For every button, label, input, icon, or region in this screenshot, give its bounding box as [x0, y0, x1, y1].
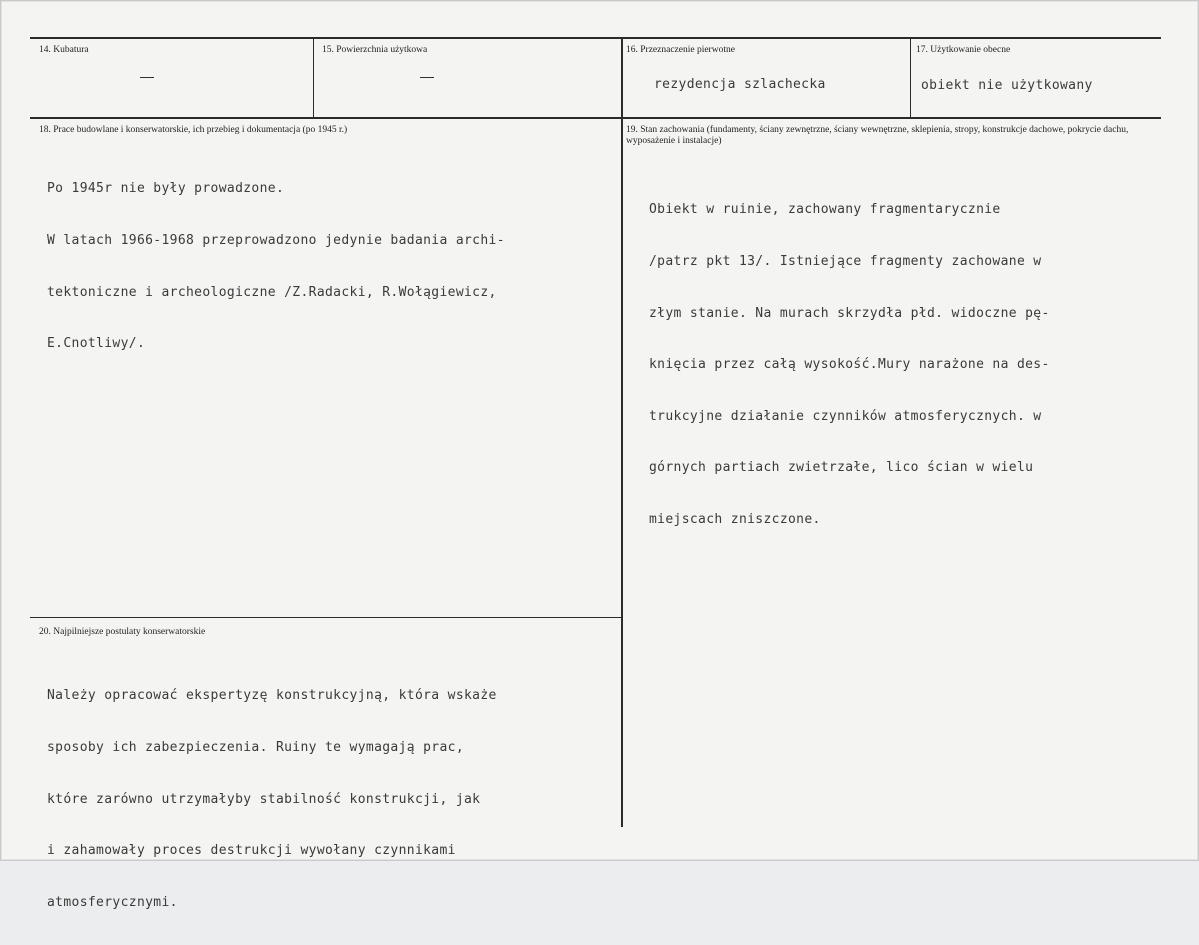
text-line: Należy opracować ekspertyzę konstrukcyjną, która wskaże	[47, 688, 497, 704]
text-line: knięcia przez całą wysokość.Mury narażone na des-	[649, 357, 1050, 373]
text-line: i zahamowały proces destrukcji wywołany czynnikami	[47, 843, 456, 859]
row1-divider-c	[910, 38, 911, 118]
usable-area-value: —	[420, 68, 434, 84]
row1-bottom-rule	[30, 117, 1161, 119]
text-line: /patrz pkt 13/. Istniejące fragmenty zachowane w	[649, 254, 1042, 270]
text-line: trukcyjne działanie czynników atmosferycznych. w	[649, 408, 1042, 424]
preservation-state-text	[649, 167, 1050, 563]
original-purpose-label: 16. Przeznaczenie pierwotne	[626, 45, 735, 55]
text-line: które zarówno utrzymałyby stabilność konstrukcji, jak	[47, 791, 481, 807]
row1-divider-a	[313, 38, 314, 118]
text-line: tektoniczne i archeologiczne /Z.Radacki, R.Wołągiewicz,	[47, 284, 497, 300]
kubatura-value: —	[140, 68, 154, 84]
construction-works-label: 18. Prace budowlane i konserwatorskie, ich przebieg i dokumentacja (po 1945 r.)	[39, 125, 348, 135]
text-line: sposoby ich zabezpieczenia. Ruiny te wymagają prac,	[47, 740, 465, 756]
preservation-state-label: 19. Stan zachowania (fundamenty, ściany zewnętrzne, ściany wewnętrzne, sklepienia, stropy, konstrukcje dachowe, pokrycie dachu, wyposażenie i instalacje)	[626, 125, 1129, 146]
text-line: atmosferycznymi.	[47, 894, 178, 910]
conservation-postulates-text	[47, 653, 497, 945]
current-use-value: obiekt nie użytkowany	[921, 78, 1093, 93]
text-line: złym stanie. Na murach skrzydła płd. widoczne pę-	[649, 305, 1050, 321]
center-divider	[621, 38, 623, 827]
conservation-postulates-label: 20. Najpilniejsze postulaty konserwatorskie	[39, 627, 206, 637]
text-line: E.Cnotliwy/.	[47, 336, 146, 352]
construction-works-text	[47, 146, 505, 387]
usable-area-label: 15. Powierzchnia użytkowa	[322, 45, 428, 55]
left-section-rule	[30, 617, 622, 618]
text-line: Obiekt w ruinie, zachowany fragmentarycznie	[649, 202, 1001, 218]
text-line: miejscach zniszczone.	[649, 512, 821, 528]
original-purpose-value: rezydencja szlachecka	[654, 77, 826, 92]
top-rule	[30, 37, 1161, 39]
kubatura-label: 14. Kubatura	[39, 45, 89, 55]
text-line: górnych partiach zwietrzałe, lico ścian w wielu	[649, 460, 1034, 476]
current-use-label: 17. Użytkowanie obecne	[916, 45, 1011, 55]
text-line: Po 1945r nie były prowadzone.	[47, 181, 285, 197]
text-line: W latach 1966-1968 przeprowadzono jedynie badania archi-	[47, 233, 505, 249]
